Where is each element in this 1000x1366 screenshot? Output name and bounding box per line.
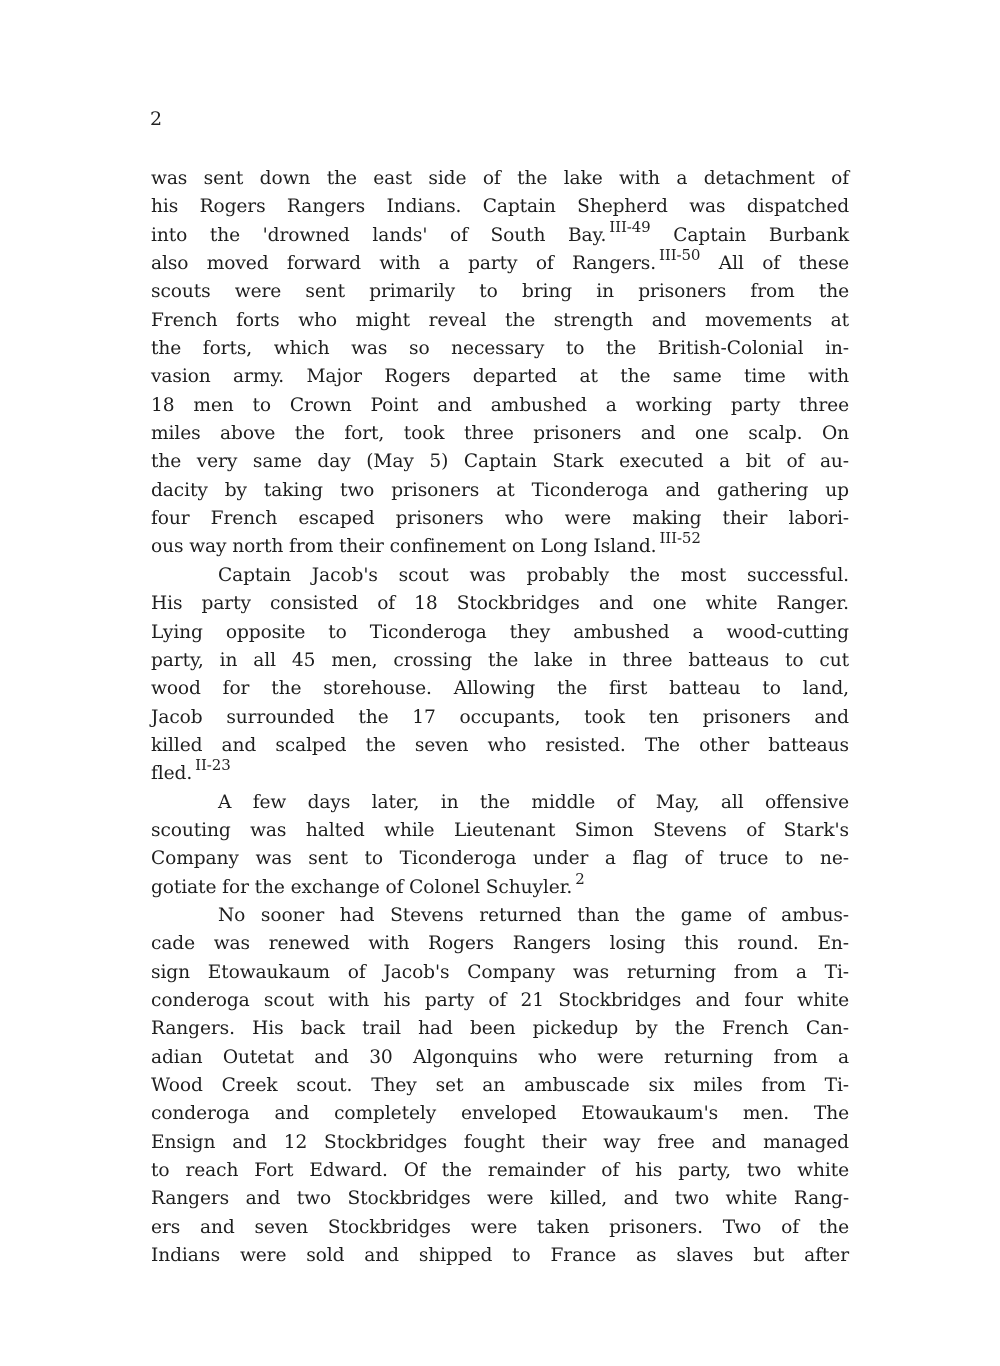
- text-line: [151, 619, 849, 647]
- line-text: into the 'drowned lands' of South Bay.: [151, 224, 607, 246]
- text-line: [151, 448, 849, 476]
- line-text: dacity by taking two prisoners at Ticonderoga and gathering up: [151, 479, 849, 501]
- text-line: [151, 193, 849, 221]
- text-line: [151, 217, 849, 250]
- text-line: [151, 930, 849, 958]
- text-line: [151, 1100, 849, 1128]
- body-text: [151, 165, 849, 1270]
- text-line: [151, 1185, 849, 1213]
- line-text: vasion army. Major Rogers departed at the same time with: [151, 366, 849, 388]
- text-line: [151, 902, 849, 930]
- line-text: the very same day (May 5) Captain Stark executed a bit of au-: [151, 451, 849, 473]
- line-text: fled.: [151, 763, 193, 785]
- line-text: All of these: [700, 253, 849, 275]
- line-text: French forts who might reveal the strength and movements at: [151, 309, 849, 331]
- line-text: scouting was halted while Lieutenant Simon Stevens of Stark's: [151, 819, 849, 841]
- line-text: ous way north from their confinement on Long Island.: [151, 536, 657, 558]
- text-line: [151, 246, 849, 278]
- line-text: miles above the fort, took three prisoners and one scalp. On: [151, 423, 849, 445]
- line-text: conderoga scout with his party of 21 Stockbridges and four white: [151, 989, 849, 1011]
- footnote-reference: III-50: [659, 246, 701, 265]
- text-line: [151, 165, 849, 193]
- text-line: [151, 869, 849, 902]
- text-line: [151, 363, 849, 391]
- line-text: His party consisted of 18 Stockbridges and one white Ranger.: [151, 593, 849, 615]
- line-text: Wood Creek scout. They set an ambuscade six miles from Ti-: [151, 1075, 849, 1096]
- footnote-reference: III-52: [659, 529, 701, 548]
- text-line: [151, 704, 849, 732]
- footnote-reference: III-49: [609, 217, 651, 236]
- text-line: [151, 307, 849, 335]
- text-line: [151, 420, 849, 448]
- text-line: [151, 562, 849, 590]
- line-text: four French escaped prisoners who were making their labori-: [151, 508, 849, 530]
- line-text: Rangers and two Stockbridges were killed, and two white Rang-: [151, 1188, 849, 1210]
- line-text: Indians were sold and shipped to France as slaves but after: [151, 1245, 849, 1267]
- line-text: to reach Fort Edward. Of the remainder of his party, two white: [151, 1160, 849, 1182]
- text-line: [151, 732, 849, 760]
- line-text: scouts were sent primarily to bring in prisoners from the: [151, 281, 849, 303]
- text-line: [151, 505, 849, 533]
- text-line: [151, 959, 849, 987]
- line-text: ers and seven Stockbridges were taken prisoners. Two of the: [151, 1216, 849, 1238]
- line-text: killed and scalped the seven who resisted. The other batteaus: [151, 734, 849, 756]
- line-text: Jacob surrounded the 17 occupants, took ten prisoners and: [151, 706, 849, 728]
- text-line: [151, 987, 849, 1015]
- line-text: Company was sent to Ticonderoga under a flag of truce to ne-: [151, 848, 849, 870]
- text-line: [151, 1242, 849, 1270]
- text-line: [151, 1157, 849, 1185]
- line-text: gotiate for the exchange of Colonel Schuyler.: [151, 876, 573, 898]
- line-text: Lying opposite to Ticonderoga they ambushed a wood-cutting: [151, 621, 849, 643]
- text-line: [151, 590, 849, 618]
- line-text: No sooner had Stevens returned than the game of ambus-: [218, 904, 849, 926]
- line-text: the forts, which was so necessary to the British-Colonial in-: [151, 338, 849, 360]
- text-line: [151, 675, 849, 703]
- line-text: was sent down the east side of the lake with a detachment of: [151, 168, 849, 189]
- line-text: his Rogers Rangers Indians. Captain Shepherd was dispatched: [151, 196, 849, 218]
- text-line: [151, 335, 849, 363]
- line-text: Captain Jacob's scout was probably the most successful.: [218, 564, 849, 586]
- line-text: A few days later, in the middle of May, all offensive: [218, 791, 849, 813]
- line-text: sign Etowaukaum of Jacob's Company was returning from a Ti-: [151, 961, 849, 983]
- footnote-reference: II-23: [195, 756, 231, 775]
- text-line: [151, 392, 849, 420]
- text-line: [151, 278, 849, 306]
- line-text: 18 men to Crown Point and ambushed a working party three: [151, 394, 849, 416]
- line-text: wood for the storehouse. Allowing the first batteau to land,: [151, 678, 849, 700]
- line-text: also moved forward with a party of Rangers.: [151, 253, 657, 275]
- line-text: Rangers. His back trail had been pickedup by the French Can-: [151, 1018, 849, 1040]
- line-text: conderoga and completely enveloped Etowaukaum's men. The: [151, 1103, 849, 1125]
- text-line: [151, 817, 849, 845]
- page-number: 2: [150, 108, 163, 130]
- text-line: [151, 477, 849, 505]
- text-line: [151, 1015, 849, 1043]
- text-line: [151, 789, 849, 817]
- text-line: [151, 756, 849, 788]
- line-text: party, in all 45 men, crossing the lake in three batteaus to cut: [151, 649, 849, 671]
- footnote-reference: 2: [575, 869, 585, 888]
- line-text: adian Outetat and 30 Algonquins who were returning from a: [151, 1046, 849, 1068]
- text-line: [151, 529, 849, 561]
- line-text: Captain Burbank: [650, 224, 849, 246]
- text-line: [151, 845, 849, 873]
- text-line: [151, 647, 849, 675]
- text-line: [151, 1072, 849, 1100]
- text-line: [151, 1044, 849, 1072]
- text-line: [151, 1214, 849, 1242]
- line-text: cade was renewed with Rogers Rangers losing this round. En-: [151, 933, 849, 955]
- line-text: Ensign and 12 Stockbridges fought their way free and managed: [151, 1131, 849, 1153]
- text-line: [151, 1129, 849, 1157]
